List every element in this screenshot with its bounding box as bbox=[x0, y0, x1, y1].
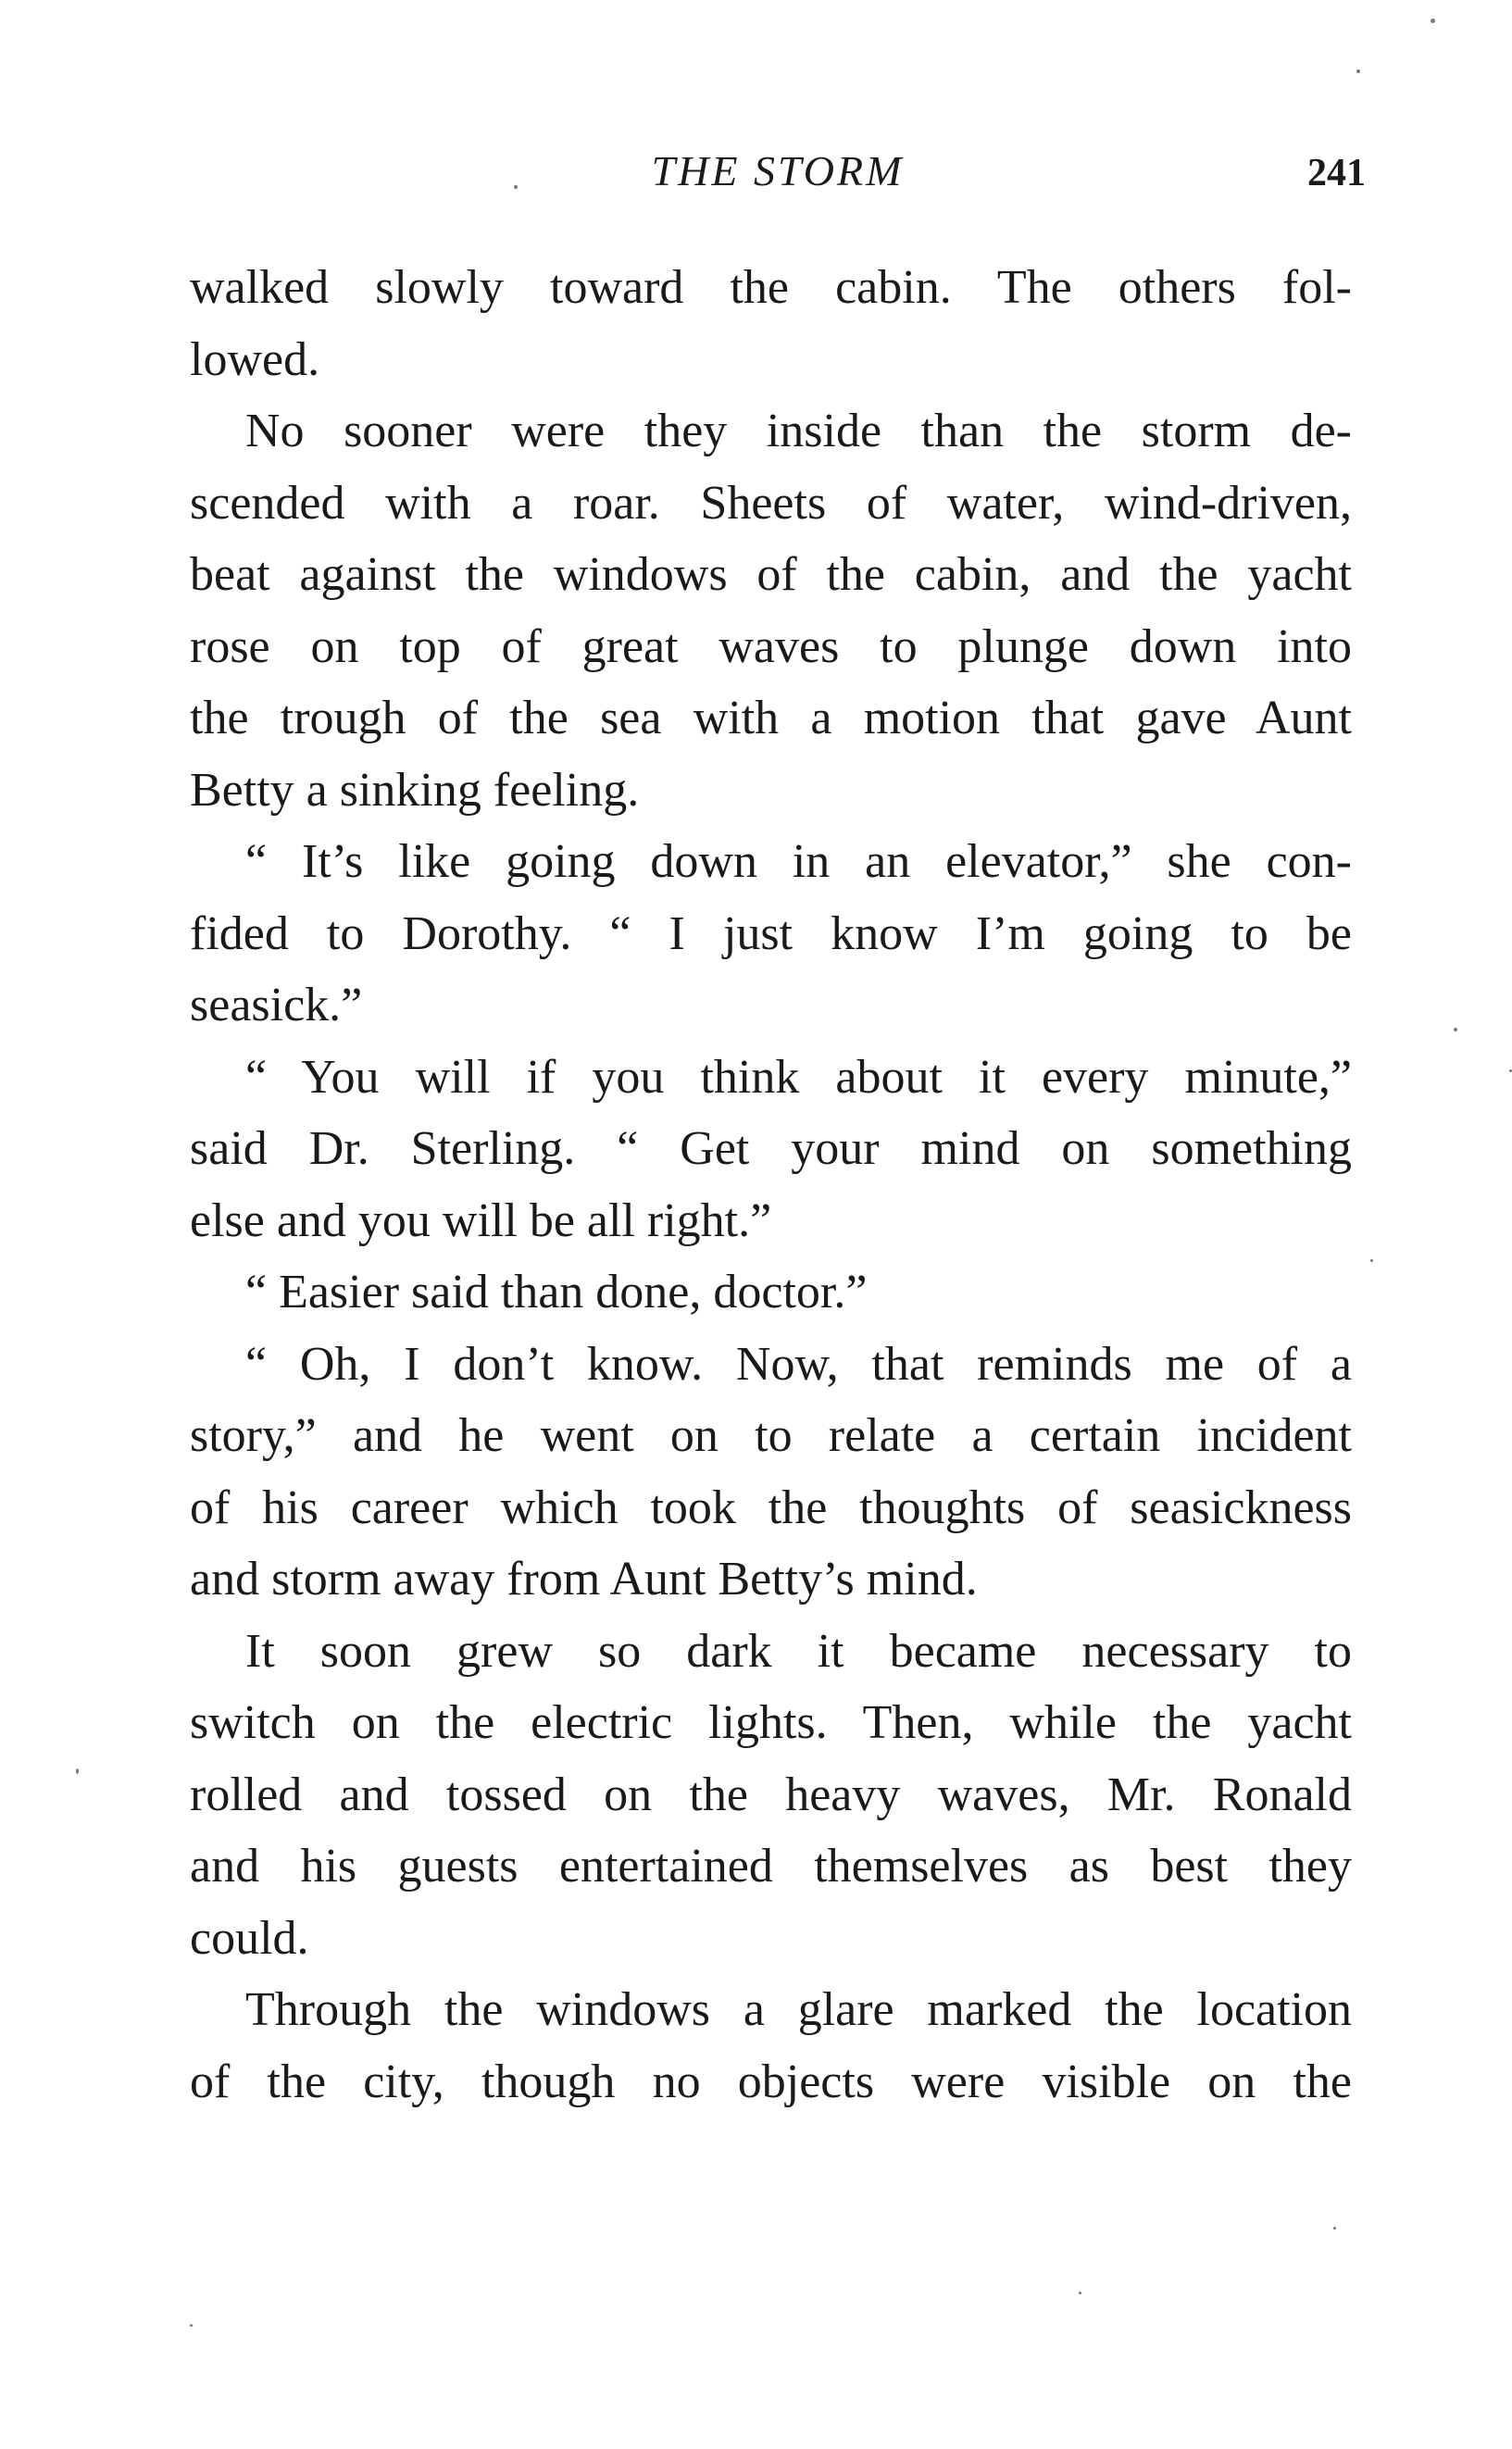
text-line: No sooner were they inside than the storm de- bbox=[245, 405, 1352, 457]
text-line: could. bbox=[190, 1911, 309, 1965]
text-line: and storm away from Aunt Betty’s mind. bbox=[190, 1553, 978, 1606]
text-line: seasick.” bbox=[190, 979, 363, 1031]
body-text bbox=[190, 252, 1352, 2118]
text-line: and his guests entertained themselves as best they bbox=[190, 1840, 1352, 1893]
paper-speck bbox=[1370, 1259, 1373, 1262]
text-line: rose on top of great waves to plunge down into bbox=[190, 619, 1352, 673]
text-line: story,” and he went on to relate a certain incident bbox=[190, 1409, 1352, 1462]
text-line: rolled and tossed on the heavy waves, Mr. Ronald bbox=[190, 1768, 1352, 1821]
text-line: Through the windows a glare marked the location bbox=[245, 1983, 1352, 2036]
text-line: walked slowly toward the cabin. The others fol- bbox=[190, 261, 1352, 314]
text-line: of his career which took the thoughts of seasickness bbox=[190, 1481, 1352, 1534]
text-line: Betty a sinking feeling. bbox=[190, 763, 640, 817]
text-line: the trough of the sea with a motion that gave Aunt bbox=[190, 692, 1352, 744]
text-line: fided to Dorothy. “ I just know I’m going to be bbox=[190, 906, 1352, 960]
page-number: 241 bbox=[1307, 152, 1366, 194]
text-line: “ Easier said than done, doctor.” bbox=[245, 1266, 868, 1318]
text-line: It soon grew so dark it became necessary to bbox=[245, 1624, 1352, 1678]
text-line: scended with a roar. Sheets of water, wind-driven, bbox=[190, 476, 1352, 530]
text-line: else and you will be all right.” bbox=[190, 1193, 772, 1247]
paper-speck bbox=[76, 1768, 79, 1774]
paper-speck bbox=[1333, 2227, 1336, 2230]
text-line: “ You will if you think about it every minute,” bbox=[245, 1050, 1352, 1104]
text-line: of the city, though no objects were visible on the bbox=[190, 2055, 1352, 2108]
paper-speck bbox=[514, 185, 518, 189]
paper-speck bbox=[190, 2324, 193, 2327]
text-line: said Dr. Sterling. “ Get your mind on something bbox=[190, 1122, 1352, 1175]
paper-speck bbox=[1454, 1028, 1457, 1031]
text-line: beat against the windows of the cabin, and the yacht bbox=[190, 548, 1352, 601]
text-line: switch on the electric lights. Then, while the yacht bbox=[190, 1696, 1352, 1749]
paper-speck bbox=[1356, 69, 1360, 73]
text-line: “ Oh, I don’t know. Now, that reminds me of a bbox=[245, 1337, 1352, 1391]
running-head bbox=[190, 144, 1366, 199]
paper-speck bbox=[1079, 2292, 1081, 2294]
running-title: THE STORM bbox=[651, 147, 905, 194]
text-line: lowed. bbox=[190, 332, 320, 386]
text-line: “ It’s like going down in an elevator,” she con- bbox=[245, 835, 1352, 888]
paper-speck bbox=[1431, 19, 1435, 23]
